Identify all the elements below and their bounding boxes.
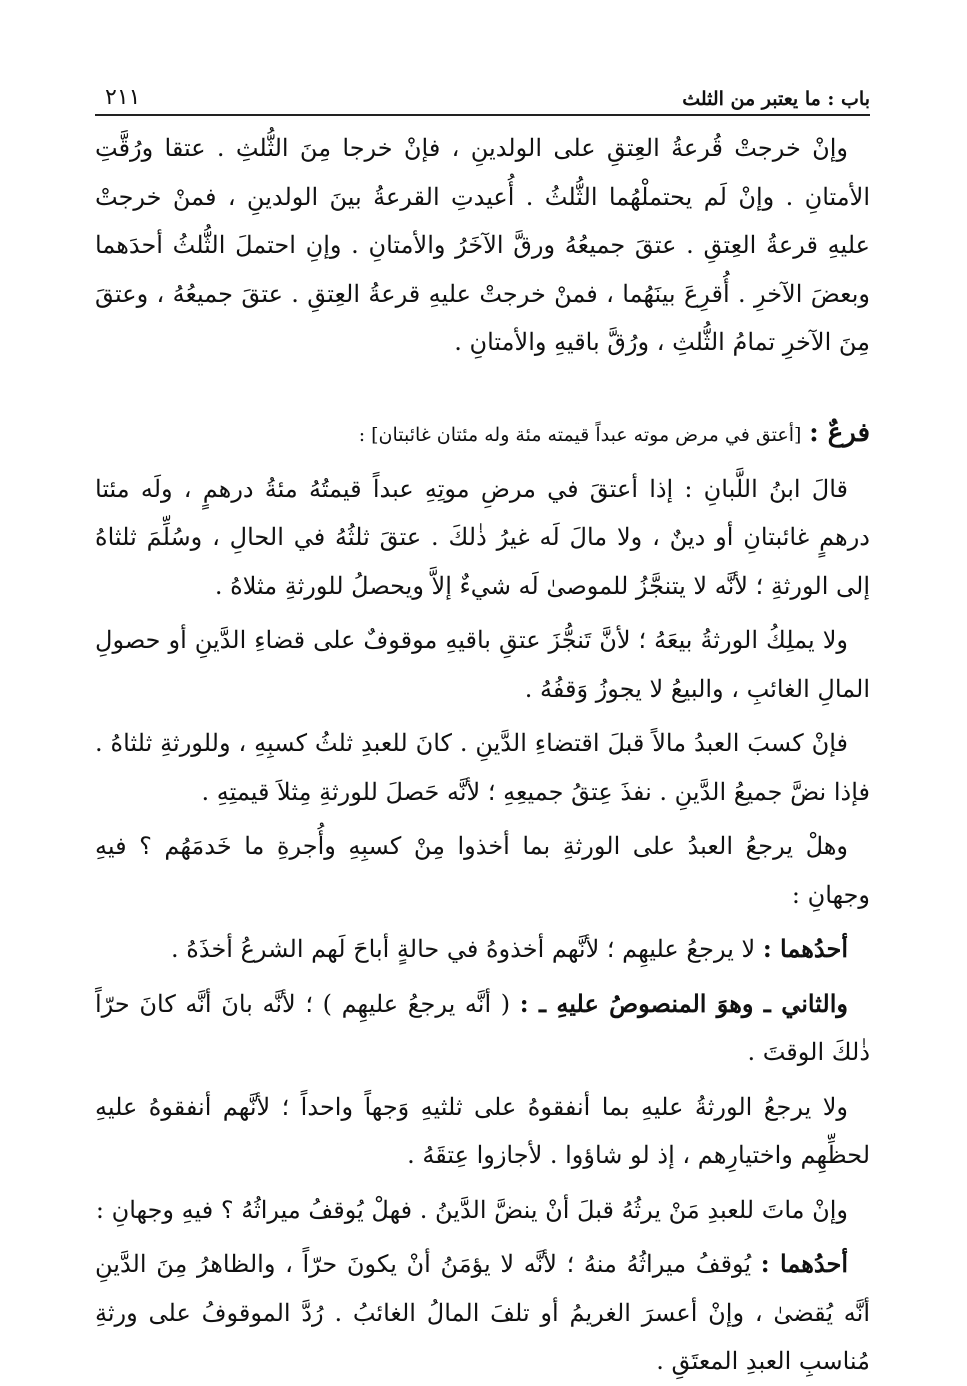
paragraph — [95, 980, 870, 1077]
page-header — [95, 78, 870, 116]
section-heading — [95, 409, 870, 459]
paragraph: وإنْ خرجتْ قُرعةُ العِتقِ على الولدينِ ، فإنْ خرجا مِنَ الثُّلثِ . عتقا ورُقَّتِ الأمتانِ . وإنْ لَم يحتملْهُما الثُّلثُ . أُعيدتِ القرعةُ بينَ الولدينِ ، فمنْ خرجتْ عليهِ قرعةُ العِتقِ . عتقَ جميعُهُ ورقَّ الآخَرُ والأمتانِ . وإنِ احتملَ الثُّلثُ أحدَهما وبعضَ الآخرِ . أُقرِعَ بينَهُما ، فمنْ خرجتْ عليهِ قرعةُ العِتقِ . عتقَ جميعُهُ ، وعتقَ مِنَ الآخرِ تمامُ الثُّلثِ ، ورُقَّ باقيهِ والأمتانِ . — [95, 134, 871, 356]
paragraph-text: ( أنَّه يرجعُ عليهِم ) ؛ لأنَّه بانَ أنَّه كانَ حرّاً ذٰلكَ الوقتَ . — [95, 989, 870, 1066]
paragraph — [95, 925, 870, 974]
paragraph: فإنْ كسبَ العبدُ مالاً قبلَ اقتضاءِ الدَّينِ . كانَ للعبدِ ثلثُ كسبِهِ ، وللورثةِ ثلثاهُ . فإذا نضَّ جميعُ الدَّينِ . نفذَ عِتقُ جميعِهِ ؛ لأنَّه حَصلَ للورثةِ مِثلاَ قيمتِهِ . — [95, 729, 870, 806]
far-title: [أعتق في مرض موته عبداً قيمته مئة وله مئتان غائبتان] : — [358, 423, 802, 446]
paragraph-lead: والثاني ـ وهوَ المنصوصُ عليهِ ـ : — [519, 988, 848, 1018]
paragraph: وهلْ يرجعُ العبدُ على الورثةِ بما أخذوا مِنْ كسبِهِ وأُجرةِ ما خَدمَهُم ؟ فيهِ وجهانِ : — [95, 832, 870, 909]
paragraph-lead: أحدُهما : — [762, 934, 848, 963]
paragraph: ولا يملِكُ الورثةُ بيعَهُ ؛ لأنَّ تَنجُّزَ عتقِ باقيهِ موقوفٌ على قضاءِ الدَّينِ أو حصولِ المالِ الغائبِ ، والبيعُ لا يجوزُ وَقفُهُ . — [95, 626, 870, 703]
document-page — [95, 78, 870, 1386]
page-content — [95, 124, 870, 1386]
paragraph-text: يُوقفُ ميراثُهُ منهُ ؛ لأنَّه لا يؤمَنُ أنْ يكونَ حرّاً ، والظاهرُ مِنَ الدَّينِ أنَّه يُقضىٰ ، وإنْ أعسرَ الغريمُ أو تلفَ المالُ الغائبُ . رُدَّ الموقوفُ على ورثةِ مُناسبِ العبدِ المعتَقِ . — [95, 1250, 870, 1375]
paragraph-lead: أحدُهما : — [760, 1249, 848, 1278]
paragraph: وإنْ ماتَ للعبدِ مَنْ يرثُهُ قبلَ أنْ ينضَّ الدَّينُ . فهلْ يُوقفُ ميراثُهُ ؟ فيهِ وجهانِ : — [95, 1195, 848, 1224]
far-label: فرعٌ : — [809, 417, 870, 448]
paragraph — [95, 1240, 870, 1386]
paragraph: ولا يرجعُ الورثةُ عليهِ بما أنفقوهُ على ثلثيهِ وَجهاً واحداً ؛ لأنَّهم أنفقوهُ عليهِ لحظِّهِم واختيارِهم ، إذ لو شاؤوا . لأجازوا عِتقَهُ . — [95, 1092, 870, 1169]
paragraph-text: لا يرجعُ عليهِم ؛ لأنَّهم أخذوهُ في حالةٍ أباحَ لَهم الشرعُ أخذَهُ . — [171, 935, 756, 963]
section-gap — [95, 367, 870, 409]
running-title: باب : ما يعتبر من الثلث — [682, 88, 870, 110]
paragraph: قالَ ابنُ اللَّبانِ : إذا أعتقَ في مرضِ موتِهِ عبداً قيمتُهُ مئةُ درهمٍ ، ولَه مئتا درهمٍ غائبتانِ أو دينٌ ، ولا مالَ لَه غيرُ ذٰلكَ . عتقَ ثلثُهُ في الحالِ ، وسُلِّمَ ثلثاهُ إلى الورثةِ ؛ لأنَّه لا يتنجَّزُ للموصىٰ لَه شيءٌ إلاَّ ويحصلُ للورثةِ مثلاهُ . — [95, 474, 870, 600]
page-number: ٢١١ — [105, 85, 141, 110]
